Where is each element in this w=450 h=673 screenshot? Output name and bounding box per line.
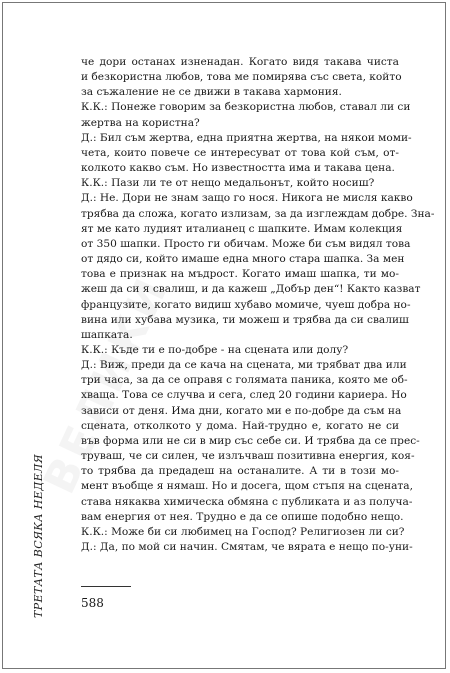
page-number: 588: [81, 596, 104, 610]
text-line: шапката.: [81, 328, 133, 341]
text-line: става някаква химическа обмяна с публиката и аз получа-: [81, 495, 413, 508]
text-line: сцената, отколкото у дома. Най-трудно е, когато не си: [81, 419, 399, 432]
text-line: мент въобще я нямаш. Но и досега, щом стъпя на сцената,: [81, 480, 413, 493]
text-line: от дядо си, който имаше една много стара шапка. За мен: [81, 253, 405, 266]
text-line: и безкористна любов, това ме помирява със света, който: [81, 71, 402, 84]
text-line: К.К.: Може би си любимец на Господ? Религиозен ли си?: [81, 525, 405, 538]
text-line: това е признак на мъдрост. Когато имаш шапка, ти мо-: [81, 268, 399, 281]
text-line: Д.: Да, по мой си начин. Смятам, че вярата е нещо по-уни-: [81, 541, 413, 553]
text-line: колкото какво съм. Но известността има и такава цена.: [81, 162, 395, 175]
text-line: жеш да си я свалиш, и да кажеш „Добър ден“! Както казват: [81, 283, 421, 296]
text-line: жертва на користна?: [81, 116, 200, 129]
text-line: че дори останах изненадан. Когато видя такава чиста: [81, 56, 399, 68]
text-line: Д.: Бил съм жертва, една приятна жертва, на някои моми-: [81, 131, 412, 144]
text-line: чета, които повече се интересуват от това кой съм, от-: [81, 146, 399, 159]
text-line: вам енергия от нея. Трудно е да се опише подобно нещо.: [81, 510, 404, 523]
page-number-rule: [81, 586, 131, 587]
text-line: К.К.: Пази ли те от нещо медальонът, който носиш?: [81, 177, 375, 190]
text-line: хваща. Това се случва и сега, след 20 години кариера. Но: [81, 389, 407, 402]
text-line: ят ме като лудият италианец с шапките. Имам колекция: [81, 222, 403, 235]
running-title: ТРЕТАТА ВСЯКА НЕДЕЛЯ: [32, 454, 45, 618]
text-line: то трябва да предадеш на останалите. А ти в този мо-: [81, 465, 399, 478]
text-line: вина или хубава музика, ти можеш и трябва да си свалиш: [81, 313, 409, 326]
text-line: зависи от деня. Има дни, когато ми е по-добре да съм на: [81, 404, 402, 417]
text-line: Д.: Не. Дори не знам защо го нося. Никога не мисля какво: [81, 192, 413, 205]
text-line: три часа, за да се оправя с голямата паника, която ме об-: [81, 374, 408, 387]
text-line: К.К.: Къде ти е по-добре - на сцената или долу?: [81, 343, 349, 356]
text-line: трябва да сложа, когато излизам, за да изглеждам добре. Зна-: [81, 207, 435, 220]
text-line: Д.: Виж, преди да се кача на сцената, ми трябват два или: [81, 359, 407, 372]
text-line: К.К.: Понеже говорим за безкористна любов, ставал ли си: [81, 101, 411, 114]
text-line: във форма или не си в мир със себе си. И трябва да се прес-: [81, 434, 420, 447]
text-line: французите, когато видиш хубаво момиче, чуеш добра но-: [81, 298, 411, 311]
text-line: от 350 шапки. Просто ги обичам. Може би съм видял това: [81, 237, 411, 250]
text-line: труваш, че си силен, че излъчваш позитивна енергия, коя-: [81, 450, 415, 463]
text-line: за съжаление не се движи в такава хармония.: [81, 86, 342, 99]
body-text: [81, 55, 435, 555]
